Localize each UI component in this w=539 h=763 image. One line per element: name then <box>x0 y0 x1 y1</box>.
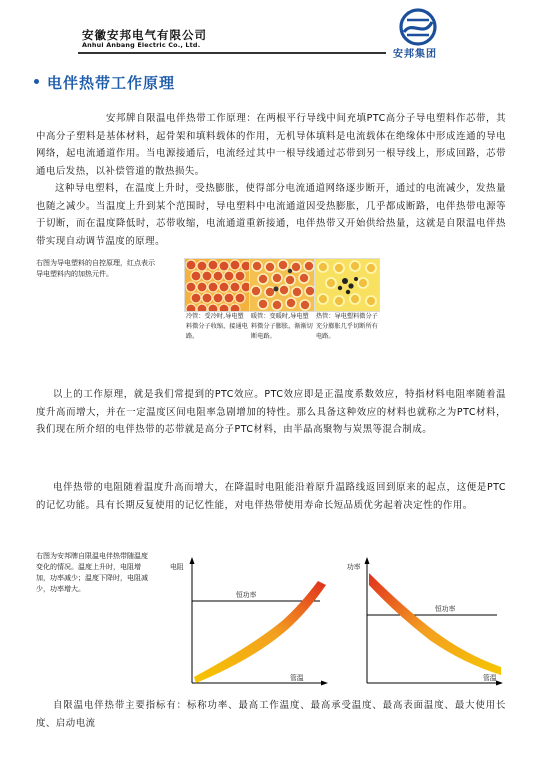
power-chart <box>345 555 505 690</box>
anbang-logo-icon <box>394 8 442 48</box>
figure2-note: 右图为安邦牌自限温电伴热带随温度变化的情况。温度上升时，电阻增加，功率减少；温度下降时，电阻减少，功率增大。 <box>36 552 148 593</box>
resistance-curve <box>194 581 326 683</box>
micrograph-cold <box>184 258 250 312</box>
micrograph-hot-image <box>315 259 379 311</box>
resistance-y-label: 电阻 <box>170 563 184 571</box>
resistance-x-label: 管温 <box>290 674 304 682</box>
header-divider <box>78 52 386 54</box>
section-title <box>34 72 175 93</box>
power-constant-power-label: 恒功率 <box>435 605 456 613</box>
resistance-y-arrow-icon <box>190 557 195 564</box>
page-header <box>0 0 539 62</box>
logo-text: 安邦集团 <box>393 49 437 60</box>
power-x-arrow-icon <box>496 681 503 686</box>
resistance-x-arrow-icon <box>321 681 328 686</box>
company-name-en: Anhui Anbang Electric Co., Ltd. <box>82 41 201 49</box>
section-title-text: 电伴热带工作原理 <box>47 74 176 92</box>
paragraph-indicators: 自限温电伴热带主要指标有：标称功率、最高工作温度、最高承受温度、最高表面温度、最大使用长度、启动电流 <box>36 700 506 729</box>
company-name-cn: 安徽安邦电气有限公司 <box>82 28 207 42</box>
micrograph-cold-image <box>185 259 249 311</box>
paragraph-ptc-effect: 以上的工作原理，就是我们常提到的PTC效应。PTC效应即是正温度系数效应，特指材料电阻率随着温度升高而增大，并在一定温度区间电阻率急剧增加的特性。那么具备这种效应的材料也就称之为PTC材料，我们现在所介绍的电伴热带的芯带就是高分子PTC材料，由半晶高聚物与炭黑等混合制成。 <box>36 389 506 436</box>
resistance-constant-power-label: 恒功率 <box>236 591 257 599</box>
micrograph-hot <box>314 258 380 312</box>
paragraph-expansion: 这种导电塑料，在温度上升时，受热膨胀，使得部分电流通道网络逐步断开，通过的电流减少，发热量也随之减少。当温度上升到某个范围时，导电塑料中电流通道因受热膨胀，几乎都成断路，电伴热带电源等于切断，而在温度降低时，芯带收缩，电流通道重新接通，电伴热带又开始供给热量，这就是自限温电伴热带实现自动调节温度的原理。 <box>36 183 506 247</box>
caption-warm: 暖管：变暖时,导电塑料微分子膨胀，渐渐切断电路。 <box>251 313 313 340</box>
figure1-note: 右图为导电塑料的自控原理，红点表示导电塑料内的加热元件。 <box>36 259 155 278</box>
power-curve <box>369 573 501 675</box>
power-y-arrow-icon <box>365 557 370 564</box>
paragraph-principle: 安邦牌自限温电伴热带工作原理：在两根平行导线中间充填PTC高分子导电塑料作芯带，其中高分子塑料是基体材料，起骨架和填料载体的作用，无机导体填料是电流载体在绝缘体中形成连通的导电网络，起电流通道作用。当电源接通后，电流经过其中一根导线通过芯带到另一根导线上，形成回路，芯带通电后发热，以补偿管道的散热损失。 <box>36 113 506 177</box>
micrograph-warm-image <box>250 259 314 311</box>
caption-hot: 热管：导电塑料微分子充分膨胀几乎切断所有电路。 <box>316 313 378 340</box>
resistance-chart <box>170 555 330 690</box>
paragraph-memory: 电伴热带的电阻随着温度升高而增大，在降温时电阻能沿着原升温路线返回到原来的起点，这便是PTC的记忆功能。具有长期反复使用的记忆性能，对电伴热带使用寿命长短品质优劣起着决定性的作用。 <box>36 482 506 511</box>
micrograph-warm <box>249 258 315 312</box>
bullet-dot-icon <box>34 79 39 84</box>
power-y-label: 功率 <box>347 563 361 571</box>
caption-cold: 冷管：受冷时,导电塑料微分子收缩，接通电路。 <box>186 313 248 340</box>
power-x-label: 管温 <box>483 674 497 682</box>
